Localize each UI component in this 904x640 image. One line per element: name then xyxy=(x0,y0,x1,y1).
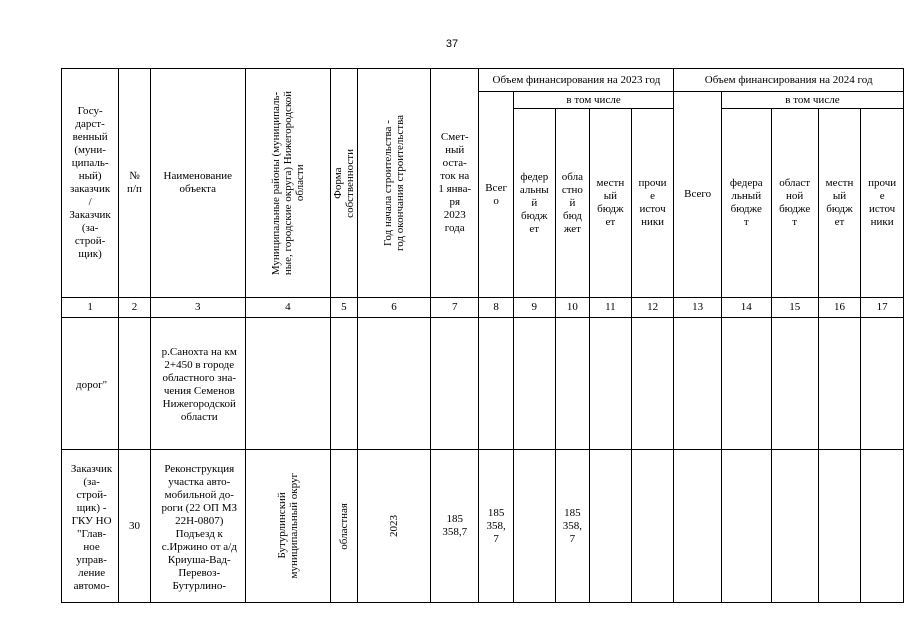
cell-other-2023 xyxy=(631,318,674,450)
header-other-2023: прочи е источ ники xyxy=(631,109,674,298)
col-number: 15 xyxy=(771,298,818,318)
col-number: 12 xyxy=(631,298,674,318)
cell-total-2024 xyxy=(674,318,722,450)
col-number: 16 xyxy=(818,298,861,318)
page-number: 37 xyxy=(445,38,459,50)
cell-federal-2024 xyxy=(721,318,771,450)
header-federal-2024: федера льный бюдже т xyxy=(721,109,771,298)
header-total-2024: Всего xyxy=(674,92,722,298)
cell-ownership: областная xyxy=(330,450,357,603)
col-number: 11 xyxy=(589,298,631,318)
cell-num: 30 xyxy=(119,450,151,603)
cell-federal-2023 xyxy=(513,318,555,450)
cell-total-2023: 185 358, 7 xyxy=(479,450,513,603)
col-number: 3 xyxy=(150,298,245,318)
cell-years xyxy=(358,318,431,450)
col-number: 9 xyxy=(513,298,555,318)
cell-customer: Заказчик (за- строй- щик) - ГКУ НО "Глав- ное управ- ление автомо- xyxy=(62,450,119,603)
cell-municipal xyxy=(245,318,330,450)
header-fin-2024: Объем финансирования на 2024 год xyxy=(674,69,904,92)
financing-table xyxy=(61,68,904,603)
header-total-2023: Всег о xyxy=(479,92,513,298)
cell-regional-2023: 185 358, 7 xyxy=(555,450,589,603)
table-row xyxy=(62,318,904,450)
col-number: 14 xyxy=(721,298,771,318)
cell-customer: дорог" xyxy=(62,318,119,450)
header-customer: Госу- дарст- венный (муни- ципаль- ный) заказчик / Заказчик (за- строй- щик) xyxy=(62,69,119,298)
header-other-2024: прочи е источ ники xyxy=(861,109,904,298)
header-years: Год начала строительства - год окончания строительства xyxy=(358,69,431,298)
cell-local-2023 xyxy=(589,450,631,603)
col-number: 5 xyxy=(330,298,357,318)
header-local-2024: местн ый бюдж ет xyxy=(818,109,861,298)
cell-regional-2024 xyxy=(771,318,818,450)
header-regional-2023: обла стно й бюд жет xyxy=(555,109,589,298)
cell-total-2023 xyxy=(479,318,513,450)
cell-years: 2023 xyxy=(358,450,431,603)
col-number: 8 xyxy=(479,298,513,318)
cell-other-2024 xyxy=(861,318,904,450)
cell-local-2023 xyxy=(589,318,631,450)
header-ownership: Форма собственности xyxy=(330,69,357,298)
col-number: 10 xyxy=(555,298,589,318)
header-federal-2023: федер альны й бюдж ет xyxy=(513,109,555,298)
header-including-2024: в том числе xyxy=(721,92,903,109)
cell-regional-2023 xyxy=(555,318,589,450)
col-number: 6 xyxy=(358,298,431,318)
col-number: 4 xyxy=(245,298,330,318)
col-number: 1 xyxy=(62,298,119,318)
cell-num xyxy=(119,318,151,450)
cell-ownership xyxy=(330,318,357,450)
cell-object-name: р.Санохта на км 2+450 в городе областного зна- чения Семенов Нижегородской области xyxy=(150,318,245,450)
col-number: 7 xyxy=(431,298,479,318)
table-row xyxy=(62,450,904,603)
col-number: 13 xyxy=(674,298,722,318)
header-regional-2024: област ной бюдже т xyxy=(771,109,818,298)
col-number: 17 xyxy=(861,298,904,318)
header-num: № п/п xyxy=(119,69,151,298)
column-numbers-row xyxy=(62,298,904,318)
cell-other-2024 xyxy=(861,450,904,603)
col-number: 2 xyxy=(119,298,151,318)
header-municipal: Муниципальные районы (муниципаль- ные, городские округа) Нижегородской области xyxy=(245,69,330,298)
cell-other-2023 xyxy=(631,450,674,603)
cell-federal-2023 xyxy=(513,450,555,603)
cell-federal-2024 xyxy=(721,450,771,603)
cell-municipal: Бутурлинский муниципальный округ xyxy=(245,450,330,603)
cell-object-name: Реконструкция участка авто- мобильной до- роги (22 ОП МЗ 22Н-0807) Подъезд к с.Иржино от а/д Криуша-Вад- Перевоз- Бутурлино- xyxy=(150,450,245,603)
cell-local-2024 xyxy=(818,318,861,450)
header-fin-2023: Объем финансирования на 2023 год xyxy=(479,69,674,92)
header-object-name: Наименование объекта xyxy=(150,69,245,298)
header-local-2023: местн ый бюдж ет xyxy=(589,109,631,298)
cell-estimate: 185 358,7 xyxy=(431,450,479,603)
header-including-2023: в том числе xyxy=(513,92,674,109)
cell-local-2024 xyxy=(818,450,861,603)
cell-regional-2024 xyxy=(771,450,818,603)
cell-estimate xyxy=(431,318,479,450)
header-estimate: Смет- ный оста- ток на 1 янва- ря 2023 года xyxy=(431,69,479,298)
cell-total-2024 xyxy=(674,450,722,603)
